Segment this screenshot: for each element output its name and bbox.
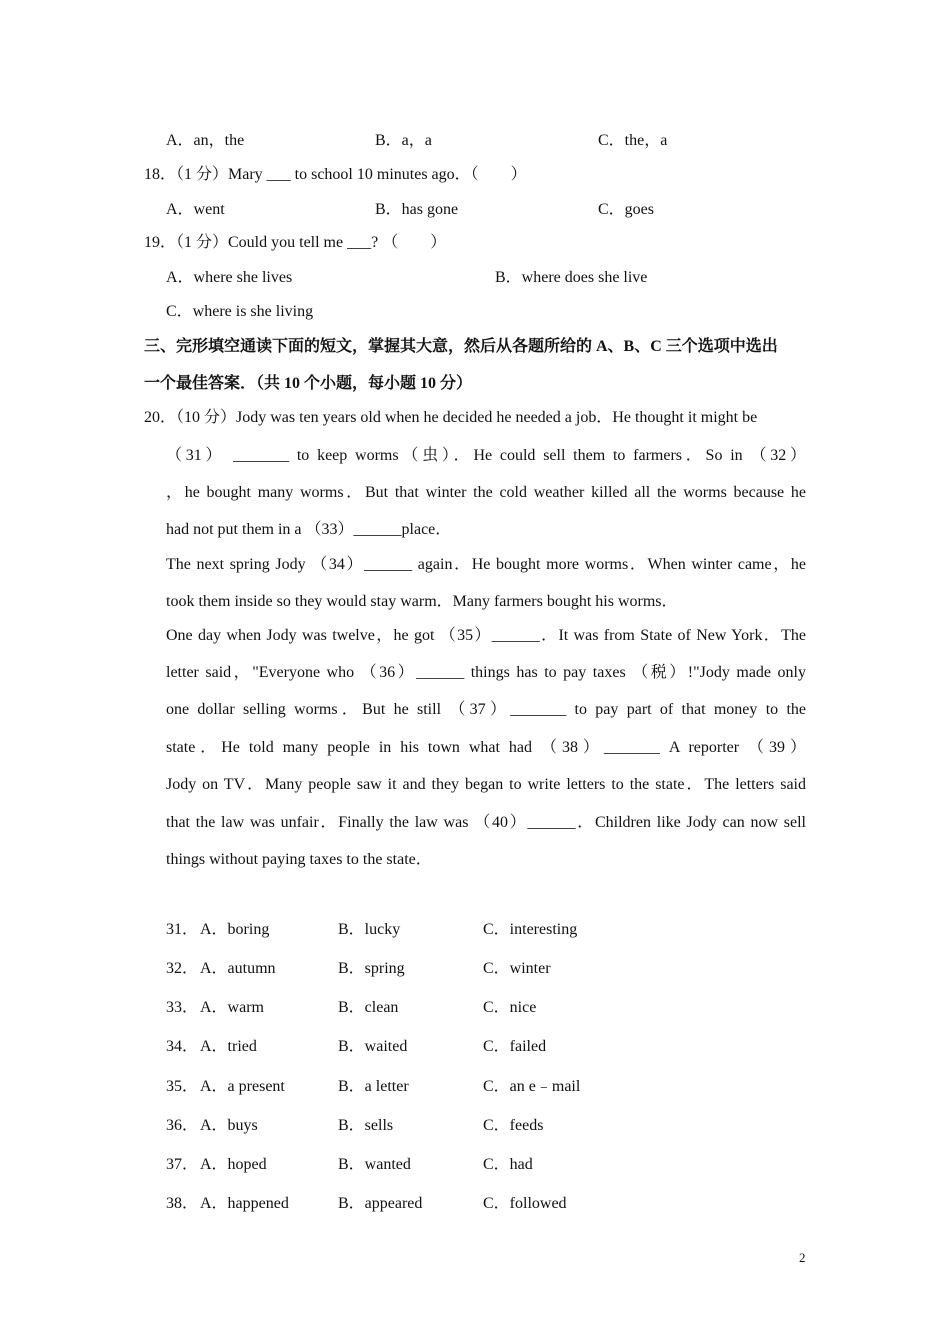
passage-line: letter said，"Everyone who （36）______ things has to pay taxes （税）!"Jody made only xyxy=(166,664,806,681)
passage-line: that the law was unfair．Finally the law was （40）______．Children like Jody can now sell xyxy=(166,814,806,831)
choice-row-37 xyxy=(0,1151,950,1173)
q17-option-a: A．an，the xyxy=(166,132,245,149)
passage-line: one dollar selling worms．But he still （37）_______ to pay part of that money to the xyxy=(166,701,806,718)
choice-row-36 xyxy=(0,1112,950,1134)
choice-option-a: A．buys xyxy=(200,1117,258,1134)
choice-option-c: C．nice xyxy=(483,999,537,1016)
passage-line: took them inside so they would stay warm．Many farmers bought his worms． xyxy=(166,593,678,610)
choice-row-35 xyxy=(0,1073,950,1095)
passage-line: things without paying taxes to the state． xyxy=(166,851,432,868)
choice-option-c: C．failed xyxy=(483,1038,547,1055)
choice-number: 35． xyxy=(166,1078,199,1095)
choice-option-c: C．winter xyxy=(483,960,551,977)
choice-number: 32． xyxy=(166,960,199,977)
q19-option-b: B．where does she live xyxy=(495,269,648,286)
choice-option-c: C．interesting xyxy=(483,921,578,938)
passage-line: state．He told many people in his town what had （38）_______ A reporter （39） xyxy=(166,739,806,756)
q19-option-a: A．where she lives xyxy=(166,269,293,286)
choice-row-32 xyxy=(0,955,950,977)
choice-option-b: B．a letter xyxy=(338,1078,409,1095)
choice-row-34 xyxy=(0,1033,950,1055)
choice-option-b: B．lucky xyxy=(338,921,401,938)
choice-option-b: B．clean xyxy=(338,999,399,1016)
choice-option-a: A．a present xyxy=(200,1078,285,1095)
choice-option-b: B．spring xyxy=(338,960,405,977)
passage-line: Jody on TV．Many people saw it and they began to write letters to the state．The letters said xyxy=(166,776,806,793)
choice-option-a: A．autumn xyxy=(200,960,276,977)
q18-stem: 18．（1 分）Mary ___ to school 10 minutes ago．（ ） xyxy=(144,166,527,183)
choice-option-a: A．warm xyxy=(200,999,264,1016)
choice-option-a: A．hoped xyxy=(200,1156,267,1173)
choice-option-a: A．tried xyxy=(200,1038,257,1055)
q17-option-b: B．a，a xyxy=(375,132,432,149)
q19-option-c: C．where is she living xyxy=(166,303,314,320)
choice-row-31 xyxy=(0,916,950,938)
choice-option-c: C．had xyxy=(483,1156,533,1173)
passage-line: ，he bought many worms．But that winter the cold weather killed all the worms because he xyxy=(166,484,806,501)
passage-line: One day when Jody was twelve，he got （35）______．It was from State of New York．The xyxy=(166,627,806,644)
passage-line: The next spring Jody （34）______ again．He bought more worms．When winter came，he xyxy=(166,556,806,573)
q18-option-a: A．went xyxy=(166,201,225,218)
choice-row-33 xyxy=(0,994,950,1016)
q20-stem: 20．（10 分）Jody was ten years old when he decided he needed a job．He thought it might be xyxy=(144,409,758,426)
choice-number: 31． xyxy=(166,921,199,938)
choice-number: 34． xyxy=(166,1038,199,1055)
choice-number: 38． xyxy=(166,1195,199,1212)
choice-row-38 xyxy=(0,1190,950,1212)
section-heading-line-2: 一个最佳答案．（共 10 个小题，每小题 10 分） xyxy=(144,375,473,392)
choice-option-a: A．happened xyxy=(200,1195,289,1212)
passage-line: （31） _______ to keep worms（虫）．He could sell them to farmers．So in （32） xyxy=(166,447,806,464)
choice-option-b: B．appeared xyxy=(338,1195,423,1212)
q18-option-c: C．goes xyxy=(598,201,655,218)
choice-option-b: B．wanted xyxy=(338,1156,411,1173)
choice-number: 36． xyxy=(166,1117,199,1134)
q17-option-c: C．the，a xyxy=(598,132,668,149)
section-heading-line-1: 三、完形填空通读下面的短文，掌握其大意，然后从各题所给的 A、B、C 三个选项中选出 xyxy=(144,338,778,355)
q19-stem: 19．（1 分）Could you tell me ___? （ ） xyxy=(144,234,447,251)
choice-option-c: C．an e﹣mail xyxy=(483,1078,581,1095)
choice-option-c: C．followed xyxy=(483,1195,567,1212)
choice-number: 37． xyxy=(166,1156,199,1173)
choice-option-a: A．boring xyxy=(200,921,270,938)
passage-line: had not put them in a （33）______place． xyxy=(166,521,452,538)
choice-option-b: B．sells xyxy=(338,1117,394,1134)
choice-number: 33． xyxy=(166,999,199,1016)
q18-option-b: B．has gone xyxy=(375,201,459,218)
choice-option-c: C．feeds xyxy=(483,1117,544,1134)
choice-option-b: B．waited xyxy=(338,1038,408,1055)
page-number: 2 xyxy=(799,1250,806,1265)
